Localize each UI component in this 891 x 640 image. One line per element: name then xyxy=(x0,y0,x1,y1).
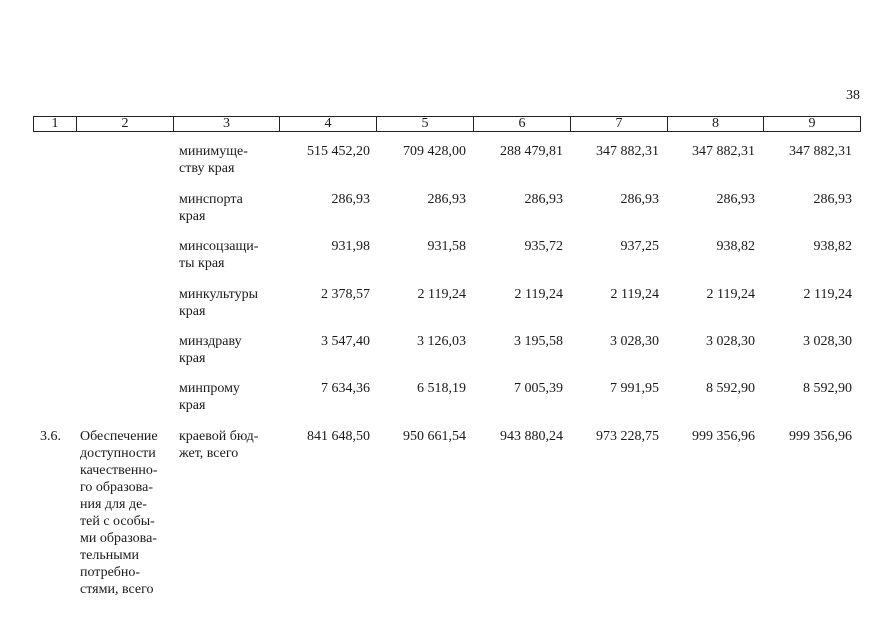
header-col-3: 3 xyxy=(174,117,280,132)
header-col-9: 9 xyxy=(764,117,861,132)
value-col-9: 8 592,90 xyxy=(803,381,852,396)
header-col-7: 7 xyxy=(571,117,668,132)
value-col-8: 2 119,24 xyxy=(706,287,755,302)
header-col-5: 5 xyxy=(377,117,474,132)
value-col-5: 709 428,00 xyxy=(403,144,466,159)
value-col-6: 2 119,24 xyxy=(514,287,563,302)
row-label: минпрому края xyxy=(179,381,240,413)
row-label: краевой бюд- жет, всего xyxy=(179,429,259,461)
column-number-header xyxy=(33,116,861,132)
value-col-7: 3 028,30 xyxy=(610,334,659,349)
value-col-4: 515 452,20 xyxy=(307,144,370,159)
value-col-8: 3 028,30 xyxy=(706,334,755,349)
header-col-8: 8 xyxy=(668,117,764,132)
row-label: минсоцзащи- ты края xyxy=(179,239,259,271)
value-col-5: 6 518,19 xyxy=(417,381,466,396)
value-col-9: 999 356,96 xyxy=(789,429,852,444)
value-col-7: 7 991,95 xyxy=(610,381,659,396)
value-col-5: 286,93 xyxy=(427,192,466,207)
value-col-8: 286,93 xyxy=(716,192,755,207)
value-col-4: 931,98 xyxy=(331,239,370,254)
value-col-6: 7 005,39 xyxy=(514,381,563,396)
value-col-4: 7 634,36 xyxy=(321,381,370,396)
row-label: минспорта края xyxy=(179,192,243,224)
header-col-6: 6 xyxy=(474,117,571,132)
value-col-4: 2 378,57 xyxy=(321,287,370,302)
value-col-6: 286,93 xyxy=(524,192,563,207)
page-number: 38 xyxy=(846,88,860,103)
value-col-7: 286,93 xyxy=(620,192,659,207)
value-col-7: 2 119,24 xyxy=(610,287,659,302)
value-col-7: 937,25 xyxy=(620,239,659,254)
value-col-6: 3 195,58 xyxy=(514,334,563,349)
value-col-9: 3 028,30 xyxy=(803,334,852,349)
value-col-7: 973 228,75 xyxy=(596,429,659,444)
row-label: минимуще- ству края xyxy=(179,144,248,176)
value-col-4: 3 547,40 xyxy=(321,334,370,349)
header-col-2: 2 xyxy=(77,117,174,132)
value-col-8: 938,82 xyxy=(716,239,755,254)
value-col-4: 841 648,50 xyxy=(307,429,370,444)
value-col-5: 2 119,24 xyxy=(417,287,466,302)
value-col-9: 286,93 xyxy=(813,192,852,207)
value-col-5: 950 661,54 xyxy=(403,429,466,444)
value-col-8: 347 882,31 xyxy=(692,144,755,159)
header-col-4: 4 xyxy=(280,117,377,132)
value-col-6: 943 880,24 xyxy=(500,429,563,444)
item-number: 3.6. xyxy=(40,429,61,444)
value-col-9: 2 119,24 xyxy=(803,287,852,302)
row-label: минкультуры края xyxy=(179,287,259,319)
item-title: Обеспечение доступности качественно- го образова- ния для де- тей с особы- ми образова- тельными потребно- стями, всего xyxy=(80,429,158,597)
value-col-5: 931,58 xyxy=(427,239,466,254)
value-col-9: 347 882,31 xyxy=(789,144,852,159)
value-col-8: 8 592,90 xyxy=(706,381,755,396)
value-col-4: 286,93 xyxy=(331,192,370,207)
header-col-1: 1 xyxy=(34,117,77,132)
value-col-5: 3 126,03 xyxy=(417,334,466,349)
value-col-7: 347 882,31 xyxy=(596,144,659,159)
row-label: минздраву края xyxy=(179,334,242,366)
value-col-6: 288 479,81 xyxy=(500,144,563,159)
value-col-6: 935,72 xyxy=(524,239,563,254)
value-col-9: 938,82 xyxy=(813,239,852,254)
value-col-8: 999 356,96 xyxy=(692,429,755,444)
